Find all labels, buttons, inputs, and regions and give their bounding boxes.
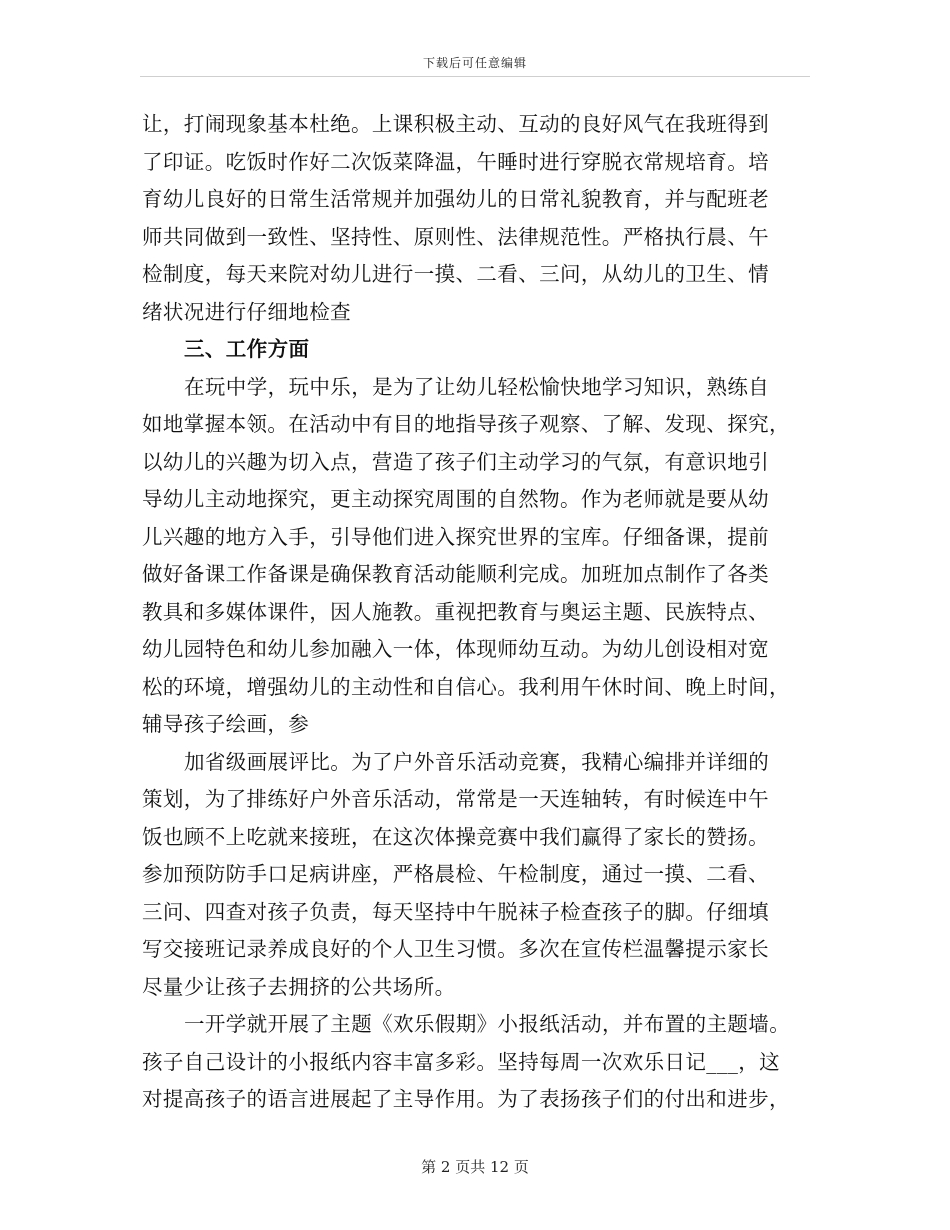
- text-line: 三问、四查对孩子负责，每天坚持中午脱袜子检查孩子的脚。仔细填: [142, 899, 769, 924]
- paragraph-4: [142, 1006, 810, 1119]
- text-line: 对提高孩子的语言进展起了主导作用。为了表扬孩子们的付出和进步，: [142, 1087, 790, 1111]
- text-line: 师共同做到一致性、坚持性、原则性、法律规范性。严格执行晨、午: [142, 224, 769, 249]
- page-number: 第 2 页共 12 页: [421, 1158, 529, 1176]
- text-line: 幼儿园特色和幼儿参加融入一体，体现师幼互动。为幼儿创设相对宽: [142, 637, 769, 661]
- text-line: 松的环境，增强幼儿的主动性和自信心。我利用午休时间、晚上时间，: [142, 674, 790, 699]
- text-line: 加省级画展评比。为了户外音乐活动竞赛，我精心编排并详细的: [184, 749, 770, 774]
- text-line: 在玩中学，玩中乐，是为了让幼儿轻松愉快地学习知识，熟练自: [184, 374, 770, 399]
- header-note: 下载后可任意编辑: [422, 56, 527, 70]
- text-line: 策划，为了排练好户外音乐活动，常常是一天连轴转，有时候连中午: [142, 787, 769, 811]
- header-divider: [140, 76, 810, 77]
- text-line: 做好备课工作备课是确保教育活动能顺利完成。加班加点制作了各类: [142, 562, 769, 586]
- text-line: 饭也顾不上吃就来接班，在这次体操竞赛中我们赢得了家长的赞扬。: [142, 824, 769, 849]
- paragraph-1: [142, 106, 810, 331]
- text-line: 育幼儿良好的日常生活常规并加强幼儿的日常礼貌教育，并与配班老: [142, 187, 769, 211]
- text-line: 导幼儿主动地探究，更主动探究周围的自然物。作为老师就是要从幼: [142, 487, 769, 511]
- text-line: 写交接班记录养成良好的个人卫生习惯。多次在宣传栏温馨提示家长: [142, 937, 769, 961]
- text-line: 一开学就开展了主题《欢乐假期》小报纸活动，并布置的主题墙。: [184, 1012, 791, 1036]
- text-line: 以幼儿的兴趣为切入点，营造了孩子们主动学习的气氛，有意识地引: [142, 449, 769, 474]
- text-line: 儿兴趣的地方入手，引导他们进入探究世界的宝库。仔细备课，提前: [142, 524, 769, 549]
- text-line: 绪状况进行仔细地检查: [142, 299, 351, 324]
- text-line: 教具和多媒体课件，因人施教。重视把教育与奥运主题、民族特点、: [142, 599, 769, 624]
- text-line: 辅导孩子绘画，参: [142, 712, 310, 736]
- text-line: 尽量少让孩子去拥挤的公共场所。: [142, 974, 456, 999]
- section-heading: 三、工作方面: [184, 337, 310, 361]
- document-body: [142, 106, 810, 1119]
- paragraph-3: [142, 744, 810, 1007]
- text-line: 让，打闹现象基本杜绝。上课积极主动、互动的良好风气在我班得到: [142, 112, 769, 136]
- text-line: 孩子自己设计的小报纸内容丰富多彩。坚持每周一次欢乐日记___，这: [142, 1049, 781, 1074]
- text-line: 了印证。吃饭时作好二次饭菜降温，午睡时进行穿脱衣常规培育。培: [142, 149, 769, 174]
- text-line: 如地掌握本领。在活动中有目的地指导孩子观察、了解、发现、探究，: [142, 412, 790, 436]
- text-line: 检制度，每天来院对幼儿进行一摸、二看、三问，从幼儿的卫生、情: [142, 262, 769, 286]
- paragraph-2: [142, 369, 810, 744]
- text-line: 参加预防防手口足病讲座，严格晨检、午检制度，通过一摸、二看、: [142, 862, 769, 886]
